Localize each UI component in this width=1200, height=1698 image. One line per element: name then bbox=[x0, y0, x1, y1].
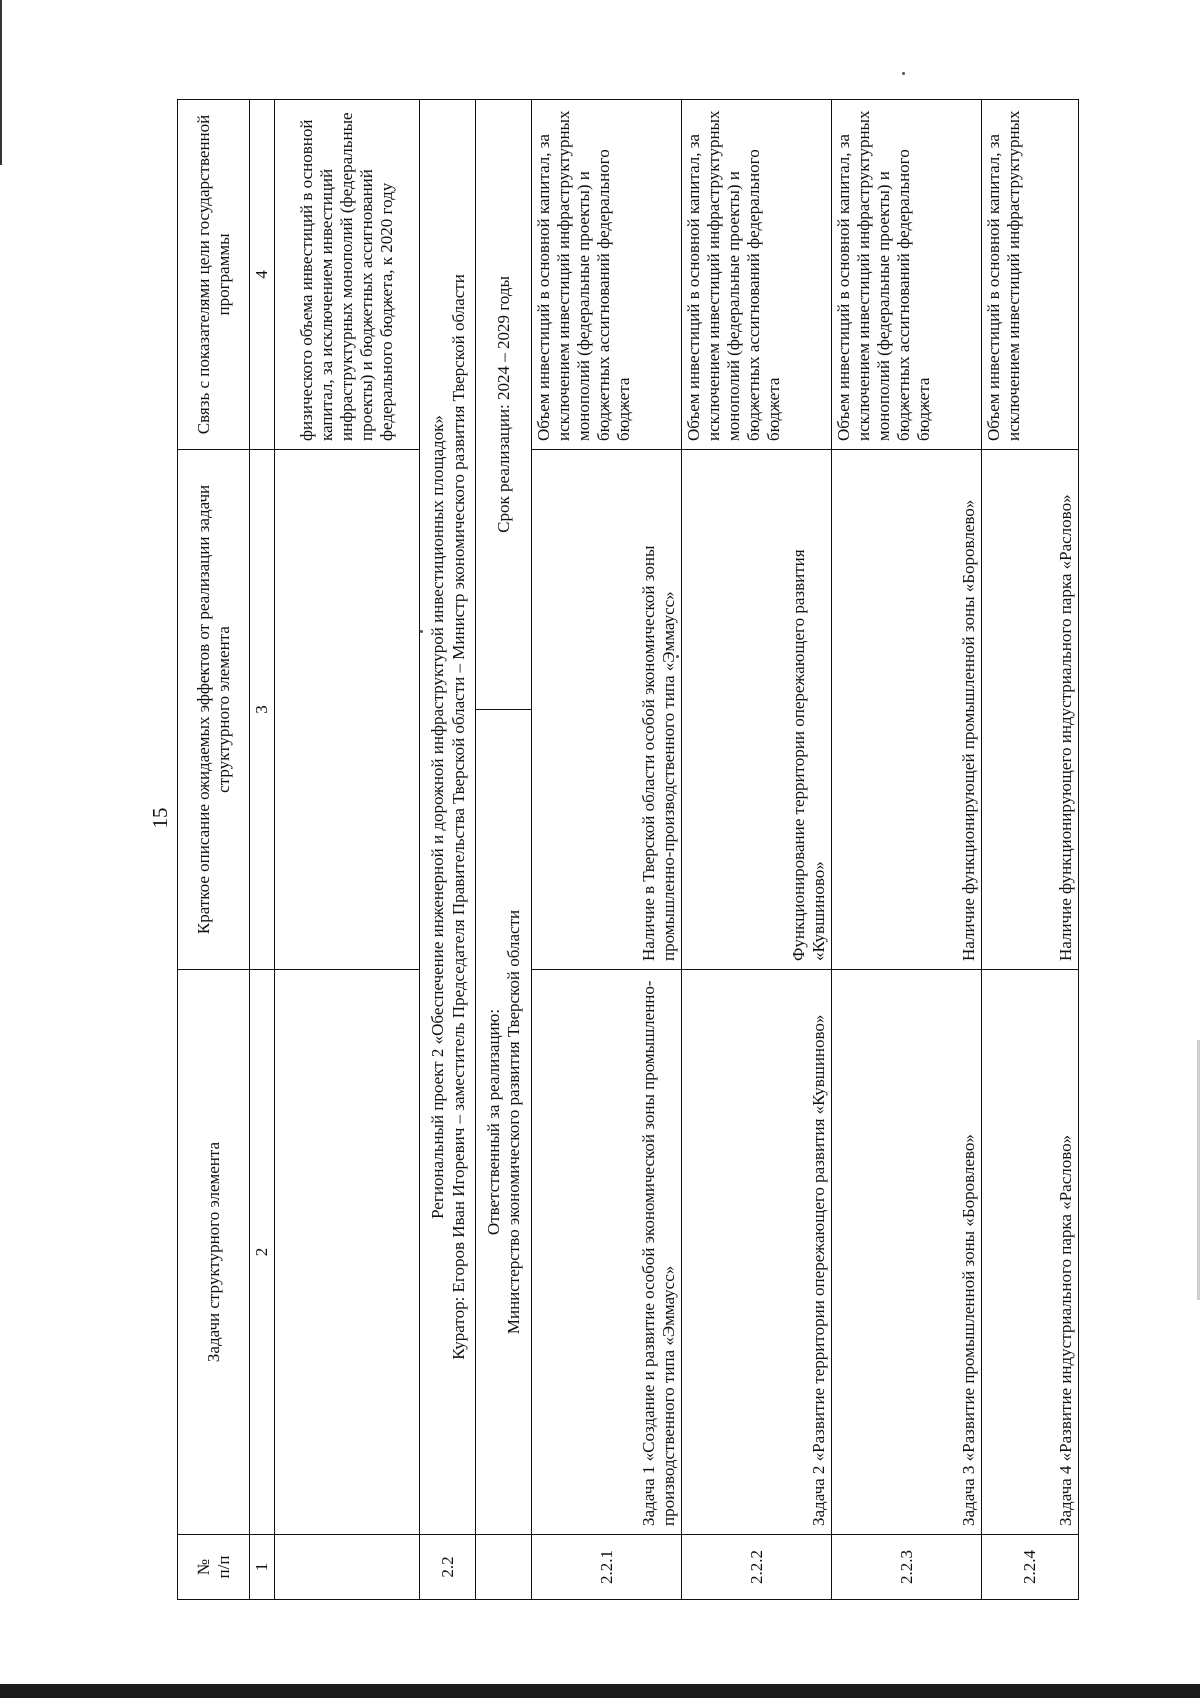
project-header-cell bbox=[420, 99, 476, 1534]
task-text: Задача 1 «Создание и развитие особой экономической зоны промышленно-производственного типа «Эммаусс» bbox=[532, 970, 682, 1535]
column-number: 1 bbox=[250, 1535, 275, 1600]
column-number: 2 bbox=[250, 970, 275, 1535]
structural-elements-table bbox=[177, 99, 1079, 1600]
column-number: 3 bbox=[250, 449, 275, 969]
header-tasks: Задачи структурного элемента bbox=[178, 970, 250, 1535]
task-number: 2.2.1 bbox=[532, 1535, 682, 1600]
period-text: Срок реализации: 2024 – 2029 годы bbox=[476, 99, 532, 709]
task-number: 2.2.2 bbox=[682, 1535, 832, 1600]
column-number-row bbox=[250, 99, 275, 1599]
indicator-link-text: Объем инвестиций в основной капитал, за исключением инвестиций инфраструктурных монополий (федеральные проекты) и бюджетных ассигнований федерального бюджета bbox=[832, 99, 982, 449]
task-number: 2.2.4 bbox=[982, 1535, 1079, 1600]
responsible-text: Ответственный за реализацию: Министерство экономического развития Тверской области bbox=[476, 710, 532, 1535]
task-text: Задача 2 «Развитие территории опережающего развития «Кувшиново» bbox=[682, 970, 832, 1535]
rotated-table-wrapper bbox=[177, 100, 1077, 1600]
header-link: Связь с показателями цели государственной программы bbox=[178, 99, 250, 449]
responsible-row bbox=[476, 99, 532, 1599]
indicator-link-text: Объем инвестиций в основной капитал, за исключением инвестиций инфраструктурных bbox=[982, 99, 1079, 449]
indicator-link-text: Объем инвестиций в основной капитал, за исключением инвестиций инфраструктурных монополий (федеральные проекты) и бюджетных ассигнований федерального бюджета bbox=[682, 99, 832, 449]
effect-text: Функционирование территории опережающего развития «Кувшиново» bbox=[682, 449, 832, 969]
effect-text: Наличие функционирующей промышленной зоны «Боровлево» bbox=[832, 449, 982, 969]
header-effects: Краткое описание ожидаемых эффектов от реализации задачи структурного элемента bbox=[178, 449, 250, 969]
effect-text: Наличие в Тверской области особой экономической зоны промышленно-производственного типа «Эммаусс» bbox=[532, 449, 682, 969]
scan-edge-left bbox=[0, 0, 2, 165]
page-number: 15 bbox=[148, 807, 172, 829]
task-row bbox=[832, 99, 982, 1599]
continuation-text: физического объема инвестиций в основной капитал, за исключением инвестиций инфраструктурных монополий (федеральные проекты) и бюджетных ассигнований федерального бюджета, к 2020 году bbox=[275, 99, 420, 449]
task-text: Задача 4 «Развитие индустриального парка «Раслово» bbox=[982, 970, 1079, 1535]
header-row bbox=[178, 99, 250, 1599]
task-text: Задача 3 «Развитие промышленной зоны «Боровлево» bbox=[832, 970, 982, 1535]
indicator-link-text: Объем инвестиций в основной капитал, за исключением инвестиций инфраструктурных монополий (федеральные проекты) и бюджетных ассигнований федерального бюджета bbox=[532, 99, 682, 449]
project-title: Региональный проект 2 «Обеспечение инженерной и дорожной инфраструктурой инвестиционных площадок» bbox=[427, 415, 447, 1219]
task-row bbox=[682, 99, 832, 1599]
scan-edge-bottom bbox=[0, 1684, 1200, 1698]
task-row bbox=[982, 99, 1079, 1599]
project-row bbox=[420, 99, 476, 1599]
task-number: 2.2.3 bbox=[832, 1535, 982, 1600]
column-number: 4 bbox=[250, 99, 275, 449]
scan-speck bbox=[902, 72, 905, 75]
task-row bbox=[532, 99, 682, 1599]
project-curator: Куратор: Егоров Иван Игоревич – заместитель Председателя Правительства Тверской области – Министр экономического развития Тверской области bbox=[448, 274, 468, 1360]
continuation-row bbox=[275, 99, 420, 1599]
header-number: № п/п bbox=[178, 1535, 250, 1600]
effect-text: Наличие функционирующего индустриального парка «Раслово» bbox=[982, 449, 1079, 969]
project-number: 2.2 bbox=[420, 1535, 476, 1600]
